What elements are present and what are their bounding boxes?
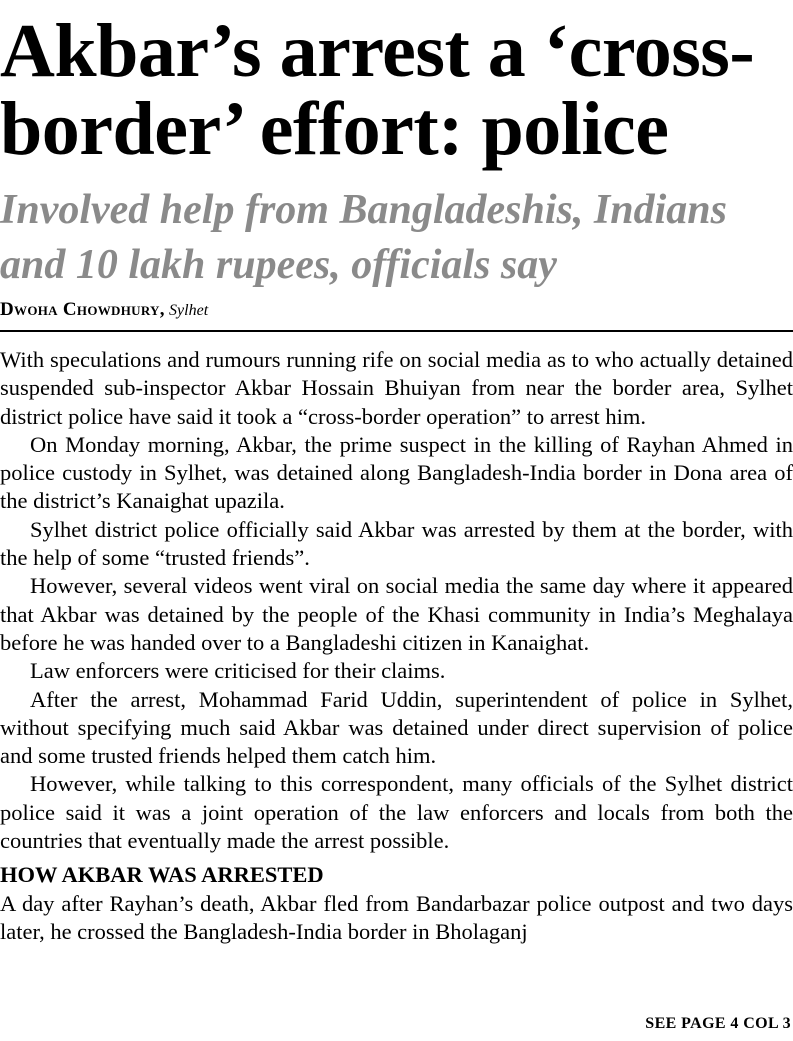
section-paragraph: A day after Rayhan’s death, Akbar fled from Bandarbazar police outpost and two days later, he crossed the Bangladesh-India border in Bholaganj [0, 890, 793, 944]
body-paragraph-2: On Monday morning, Akbar, the prime suspect in the killing of Rayhan Ahmed in police custody in Sylhet, was detained along Bangladesh-India border in Dona area of the district’s Kanaighat upazila. [0, 431, 793, 514]
subheadline-line-2: and 10 lakh rupees, officials say [0, 242, 557, 288]
headline-line-1: Akbar’s arrest a ‘cross- [0, 9, 755, 93]
subheadline-line-1: Involved help from Bangladeshis, Indians [0, 187, 727, 233]
body-paragraph-7: However, while talking to this correspondent, many officials of the Sylhet district police said it was a joint operation of the law enforcers and locals from both the countries that eventually made the arrest possible. [0, 771, 793, 854]
byline-author: Dwoha Chowdhury, [0, 299, 165, 320]
subheadline [0, 183, 793, 293]
article-body [0, 346, 793, 946]
body-paragraph-1: With speculations and rumours running rife on social media as to who actually detained suspended sub-inspector Akbar Hossain Bhuiyan from near the border area, Sylhet district police have said it took a “cross-border operation” to arrest him. [0, 347, 793, 429]
continued-on-page-link: SEE PAGE 4 COL 3 [645, 1015, 791, 1032]
byline-location: Sylhet [169, 302, 209, 319]
headline-line-2: border’ effort: police [0, 87, 669, 171]
divider-rule [0, 330, 793, 332]
body-paragraph-5: Law enforcers were criticised for their claims. [30, 658, 446, 684]
section-heading: HOW AKBAR WAS ARRESTED [0, 862, 324, 888]
body-paragraph-3: Sylhet district police officially said Akbar was arrested by them at the border, with the help of some “trusted friends”. [0, 516, 793, 571]
body-paragraph-4: However, several videos went viral on social media the same day where it appeared that Akbar was detained by the people of the Khasi community in India’s Meghalaya before he was handed over to a Bangladeshi citizen in Kanaighat. [0, 573, 793, 655]
byline [0, 298, 208, 323]
body-paragraph-6: After the arrest, Mohammad Farid Uddin, superintendent of police in Sylhet, without specifying much said Akbar was detained under direct supervision of police and some trusted friends helped them catch him. [0, 686, 793, 769]
headline [0, 9, 793, 171]
